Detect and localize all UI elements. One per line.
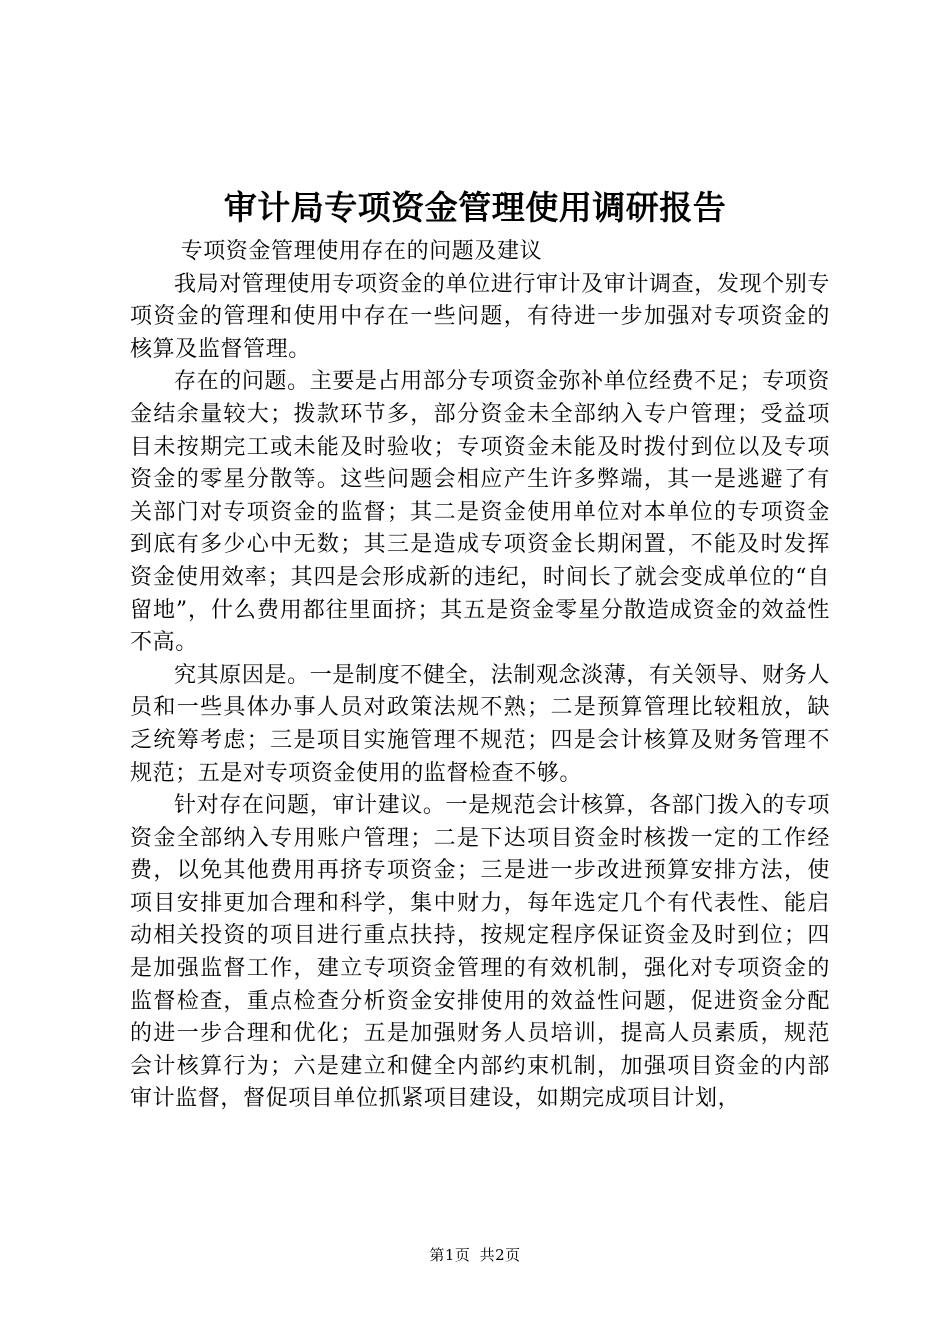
document-title: 审计局专项资金管理使用调研报告 bbox=[223, 188, 727, 227]
page-number-total: 共2页 bbox=[479, 1246, 521, 1264]
paragraph-intro: 我局对管理使用专项资金的单位进行审计及审计调查，发现个别专项资金的管理和使用中存在一些问题，有待进一步加强对专项资金的核算及监督管理。 bbox=[130, 271, 830, 362]
page-number-current: 第1页 bbox=[429, 1246, 471, 1264]
section-subheading: 专项资金管理使用存在的问题及建议 bbox=[180, 239, 543, 264]
paragraph-suggestions: 针对存在问题，审计建议。一是规范会计核算，各部门拨入的专项资金全部纳入专用账户管理；二是下达项目资金时核拨一定的工作经费，以免其他费用再挤专项资金；三是进一步改进预算安排方法，使项目安排更加合理和科学，集中财力，每年选定几个有代表性、能启动相关投资的项目进行重点扶持，按规定程序保证资金及时到位；四是加强监督工作，建立专项资金管理的有效机制，强化对专项资金的监督检查，重点检查分析资金安排使用的效益性问题，促进资金分配的进一步合理和优化；五是加强财务人员培训，提高人员素质，规范会计核算行为；六是建立和健全内部约束机制，加强项目资金的内部审计监督，督促项目单位抓紧项目建设，如期完成项目计划， bbox=[130, 793, 830, 1112]
paragraph-problems: 存在的问题。主要是占用部分专项资金弥补单位经费不足；专项资金结余量较大；拨款环节多，部分资金未全部纳入专户管理；受益项目未按期完工或未能及时验收；专项资金未能及时拨付到位以及专项资金的零星分散等。这些问题会相应产生许多弊端，其一是逃避了有关部门对专项资金的监督；其二是资金使用单位对本单位的专项资金到底有多少心中无数；其三是造成专项资金长期闲置，不能及时发挥资金使用效率；其四是会形成新的违纪，时间长了就会变成单位的“自留地”，什么费用都往里面挤；其五是资金零星分散造成资金的效益性不高。 bbox=[130, 369, 830, 656]
page-footer bbox=[0, 1243, 950, 1267]
paragraph-causes: 究其原因是。一是制度不健全，法制观念淡薄，有关领导、财务人员和一些具体办事人员对政策法规不熟；二是预算管理比较粗放，缺乏统筹考虑；三是项目实施管理不规范；四是会计核算及财务管理不规范；五是对专项资金使用的监督检查不够。 bbox=[130, 662, 830, 786]
document-body bbox=[130, 236, 830, 1116]
